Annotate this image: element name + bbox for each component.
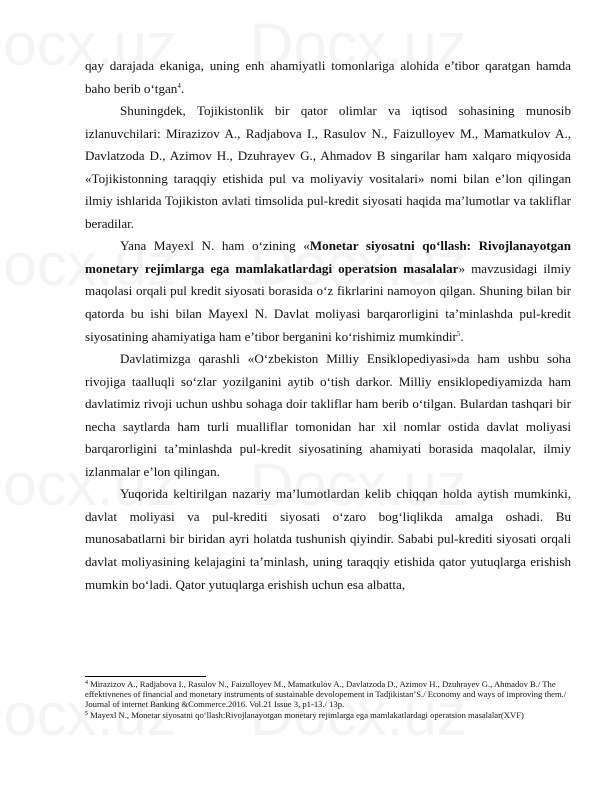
- paragraph-text: Davlatimizga qarashli «O‘zbekiston Milliy Ensiklopediyasi»da ham ushbu soha rivojiga taalluqli so‘zlar yozilganini aytib o‘tish darkor. Milliy ensiklopediyamizda ham davlatimiz rivoji uchun ushbu sohaga doir takliflar ham berib o‘tilgan. Bulardan tashqari bir necha saytlarda ham turli mualliflar tomonidan har xil nomlar ostida davlat moliyasi barqarorligini ta’minlashda pul-kredit siyosatining ahamiyati borasida maqolalar, ilmiy izlanmalar e’lon qilingan.: [85, 351, 571, 479]
- paragraph-text: Shuningdek, Tojikistonlik bir qator olimlar va iqtisod sohasining munosib izlanuvchilari: Mirazizov A., Radjabova I., Rasulov N., Faizulloyev M., Mamatkulov A., Davlatzoda D., Azimov H., Dzuhrayev G., Ahmadov B singarilar ham xalqaro miqyosida «Tojikistonning taraqqiy etishida pul va moliyaviy vositalari» nomi bilan e’lon qilingan ilmiy ishlarida Tojikiston avlati timsolida pul-kredit siyosati haqida ma’lumotlar va takliflar beradilar.: [85, 103, 571, 231]
- footnote-reference: 4: [177, 81, 181, 90]
- paragraph-text: .: [460, 328, 464, 344]
- paragraph-text: Yuqorida keltirilgan nazariy ma’lumotlardan kelib chiqqan holda aytish mumkinki, davlat moliyasi va pul-krediti siyosati o‘zaro bog‘liqlikda amalga oshadi. Bu munosabatlarni bir biridan ayri holatda tushunish qiyindir. Sababi pul-krediti siyosati orqali davlat moliyasining kelajagini ta’minlash, uning taraqqiy etishida qator yutuqlarga erishish mumkin bo‘ladi. Qator yutuqlarga erishish uchun esa albatta,: [85, 486, 571, 592]
- paragraph: [85, 348, 571, 483]
- paragraph-text: .: [180, 80, 185, 96]
- footnotes: [85, 679, 571, 720]
- paragraph-text: Yana Mayexl N. ham o‘zining «: [120, 238, 310, 254]
- footnote-mark: 5: [85, 710, 88, 717]
- paragraph: [85, 55, 571, 100]
- paragraph: [85, 235, 571, 348]
- footnote-mark: 4: [85, 680, 88, 686]
- paragraph-text: qay darajada ekaniga, uning enh ahamiyatli tomonlariga alohida e’tibor qaratgan hamda baho berib o‘tgan: [85, 58, 571, 96]
- paragraph: [85, 483, 571, 596]
- footnote: [85, 679, 571, 710]
- document-body: [85, 55, 571, 596]
- bold-title: Monetar siyosatni qo‘llash: Rivojlanayotgan monetary rejimlarga ega mamlakatlardagi operatsion masalalar: [85, 238, 571, 276]
- footnote-separator: [85, 676, 206, 677]
- footnote-text: Mayexl N., Monetar siyosatni qo‘llash:Rivojlanayotgan monetary rejimlarga ega mamlakatlardagi operatsion masalalar(XVF): [88, 709, 524, 720]
- footnote-reference: 5: [456, 329, 461, 338]
- footnote: [85, 710, 571, 720]
- paragraph-text: » mavzusidagi ilmiy maqolasi orqali pul kredit siyosati borasida o‘z fikrlarini namoyon qilgan. Shuning bilan bir qatorda bu ishi bilan Mayexl N. Davlat moliyasi barqarorligini ta’minlashda pul-kredit siyosatining ahamiyatiga ham e’tibor berganini ko‘rishimiz mumkindir: [85, 260, 572, 344]
- footnote-text: Mirazizov A., Radjabova I., Rasulov N., Faizulloyev M., Mamatkulov A., Davlatzoda D., Azimov H., Dzuhrayev G., Ahmadov B./ The effektivnenes of financial and monetary instruments of sustainable devolopement in Tadjikistan’S./ Economy and ways of improving them./ Journal of internet Banking &Commerce.2016. Vol.21 Issue 3, p1-13./ 13p.: [85, 679, 567, 710]
- paragraph: [85, 100, 571, 235]
